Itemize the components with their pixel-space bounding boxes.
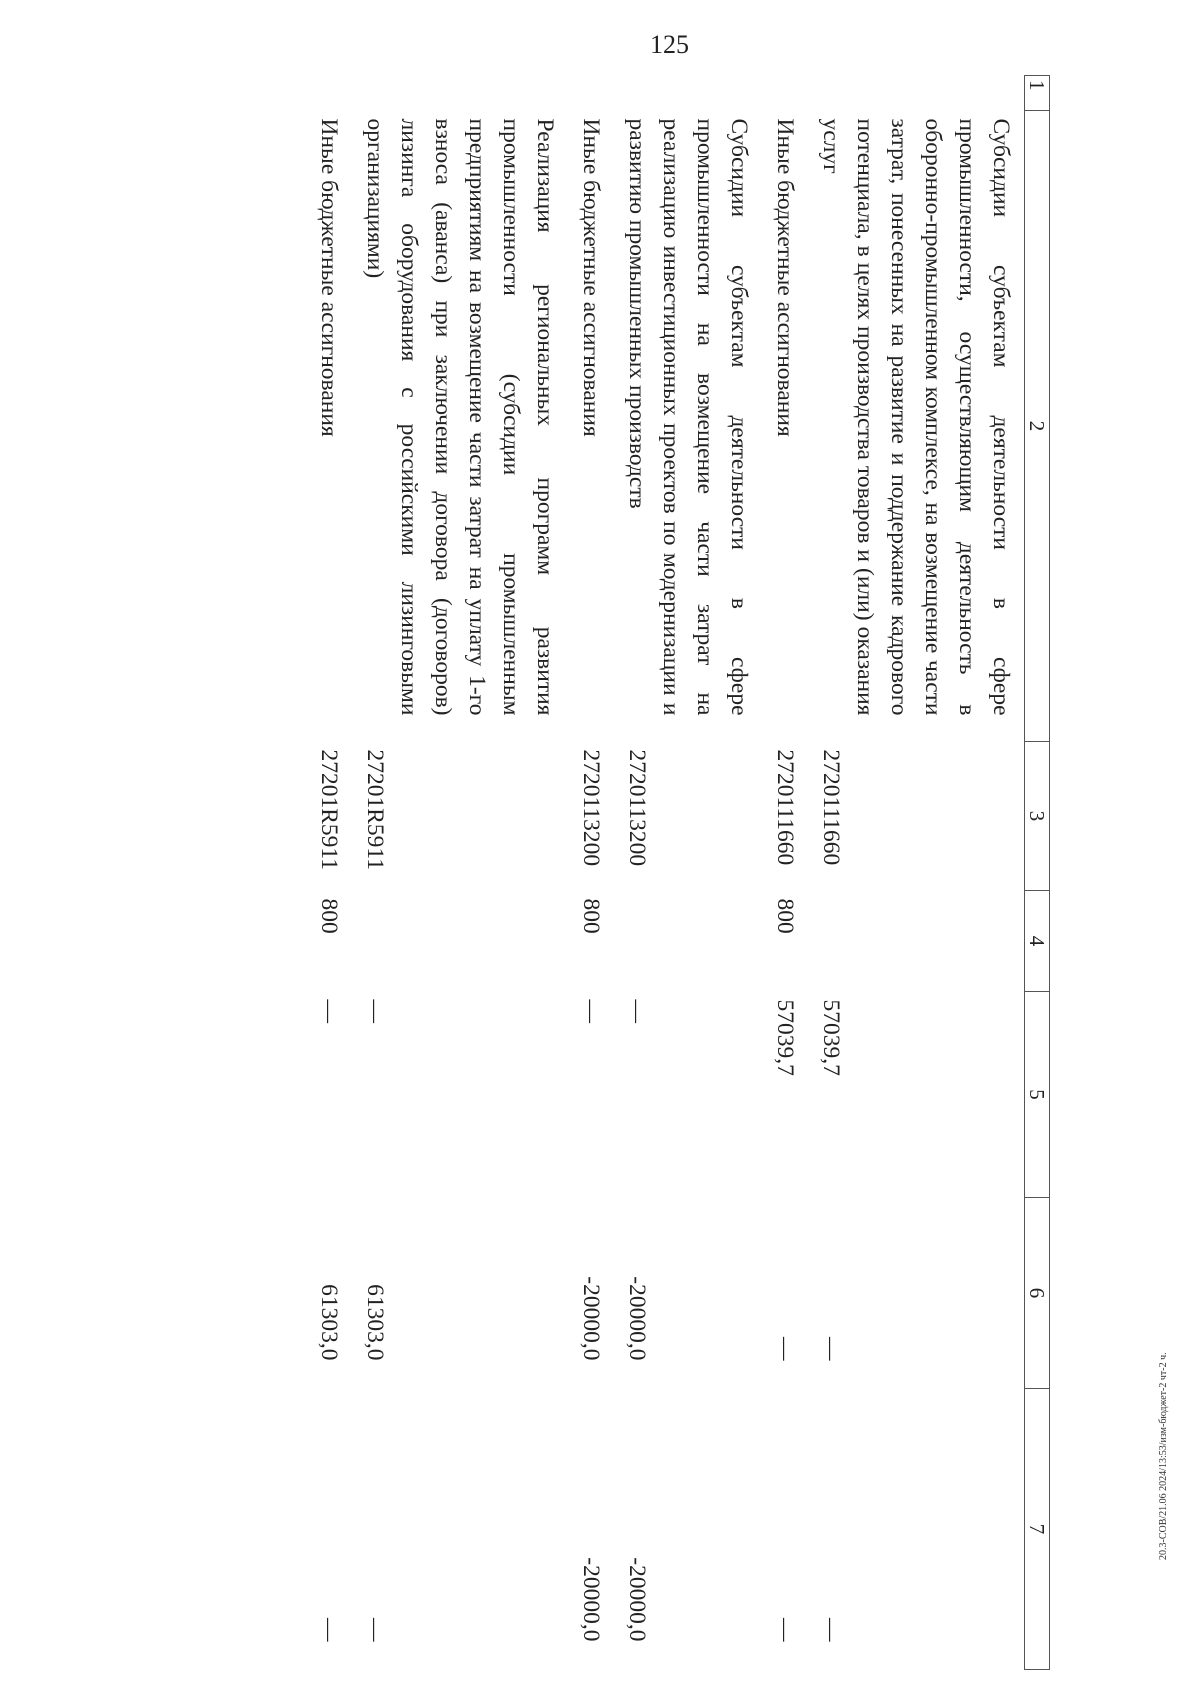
row-amount-col7: -20000,0 xyxy=(578,1557,604,1642)
column-header-1: 1 xyxy=(1025,76,1050,111)
table-row xyxy=(614,76,762,1670)
row-amount-col7: — xyxy=(362,1618,388,1642)
column-header-4: 4 xyxy=(1025,891,1050,992)
page-number: 125 xyxy=(650,30,689,59)
table-row xyxy=(762,76,808,1670)
row-amount-col6: -20000,0 xyxy=(624,1276,650,1361)
row-amount-col6: -20000,0 xyxy=(578,1276,604,1361)
row-expense-type xyxy=(808,891,1025,992)
row-number xyxy=(568,76,614,111)
table-row xyxy=(352,76,568,1670)
row-amount-col6: — xyxy=(772,1337,798,1361)
row-amount-col5: — xyxy=(316,999,342,1023)
row-amount-col5: — xyxy=(624,999,650,1023)
budget-table xyxy=(306,75,1050,1670)
row-number xyxy=(614,76,762,111)
row-expense-type: 800 xyxy=(772,898,798,934)
column-header-6: 6 xyxy=(1025,1198,1050,1389)
table-row xyxy=(808,76,1025,1670)
footer-code: 20.3-СОВ/21.06 2024/13:53/изм-бюджет-2 чт-2 ч. xyxy=(1158,1352,1169,1560)
row-number xyxy=(306,76,352,111)
column-header-2: 2 xyxy=(1025,111,1050,742)
row-target-code: 2720111660 xyxy=(818,749,844,866)
row-amount-col7: -20000,0 xyxy=(624,1557,650,1642)
table-row xyxy=(568,76,614,1670)
row-amount-col6: — xyxy=(818,1337,844,1361)
row-amount-col7: — xyxy=(818,1618,844,1642)
row-number xyxy=(352,76,568,111)
row-description: Субсидии субъектам деятельности в сфере промышленности, осуществляющим деятельность в оборонно-промышленном комплексе, на возмещение части затрат, понесенных на развитие и поддержание кадрового потенциала, в целях производства товаров и (или) оказания услуг xyxy=(818,118,1014,716)
row-amount-col5: 57039,7 xyxy=(772,999,798,1076)
row-amount-col6: 61303,0 xyxy=(316,1284,342,1361)
row-description: Иные бюджетные ассигнования xyxy=(772,118,798,437)
row-target-code: 2720113200 xyxy=(624,749,650,867)
row-amount-col6: 61303,0 xyxy=(362,1284,388,1361)
row-description: Иные бюджетные ассигнования xyxy=(316,118,342,437)
row-amount-col5: 57039,7 xyxy=(818,999,844,1076)
row-target-code: 27201R5911 xyxy=(362,749,388,871)
row-number xyxy=(762,76,808,111)
table-header-row xyxy=(1025,76,1050,1670)
row-amount-col7: — xyxy=(316,1618,342,1642)
row-amount-col5: — xyxy=(578,999,604,1023)
row-target-code: 2720111660 xyxy=(772,749,798,866)
row-expense-type: 800 xyxy=(578,898,604,934)
column-header-5: 5 xyxy=(1025,992,1050,1198)
row-number xyxy=(808,76,1025,111)
row-target-code: 27201R5911 xyxy=(316,749,342,871)
budget-table-container xyxy=(155,75,1050,1670)
row-amount-col7: — xyxy=(772,1618,798,1642)
column-header-3: 3 xyxy=(1025,742,1050,891)
row-expense-type xyxy=(352,891,568,992)
row-description: Реализация региональных программ развития промышленности (субсидии промышленным предприятиям на возмещение части затрат на уплату 1-го взноса (аванса) при заключении договора (договоров) лизинга оборудования с российскими лизинговыми организациями) xyxy=(362,118,558,716)
column-header-7: 7 xyxy=(1025,1389,1050,1670)
row-target-code: 2720113200 xyxy=(578,749,604,867)
row-description: Иные бюджетные ассигнования xyxy=(578,118,604,437)
table-row xyxy=(306,76,352,1670)
row-amount-col5: — xyxy=(362,999,388,1023)
row-description: Субсидии субъектам деятельности в сфере промышленности на возмещение части затрат на реализацию инвестиционных проектов по модернизации и развитию промышленных производств xyxy=(624,118,752,716)
row-expense-type xyxy=(614,891,762,992)
row-expense-type: 800 xyxy=(316,898,342,934)
